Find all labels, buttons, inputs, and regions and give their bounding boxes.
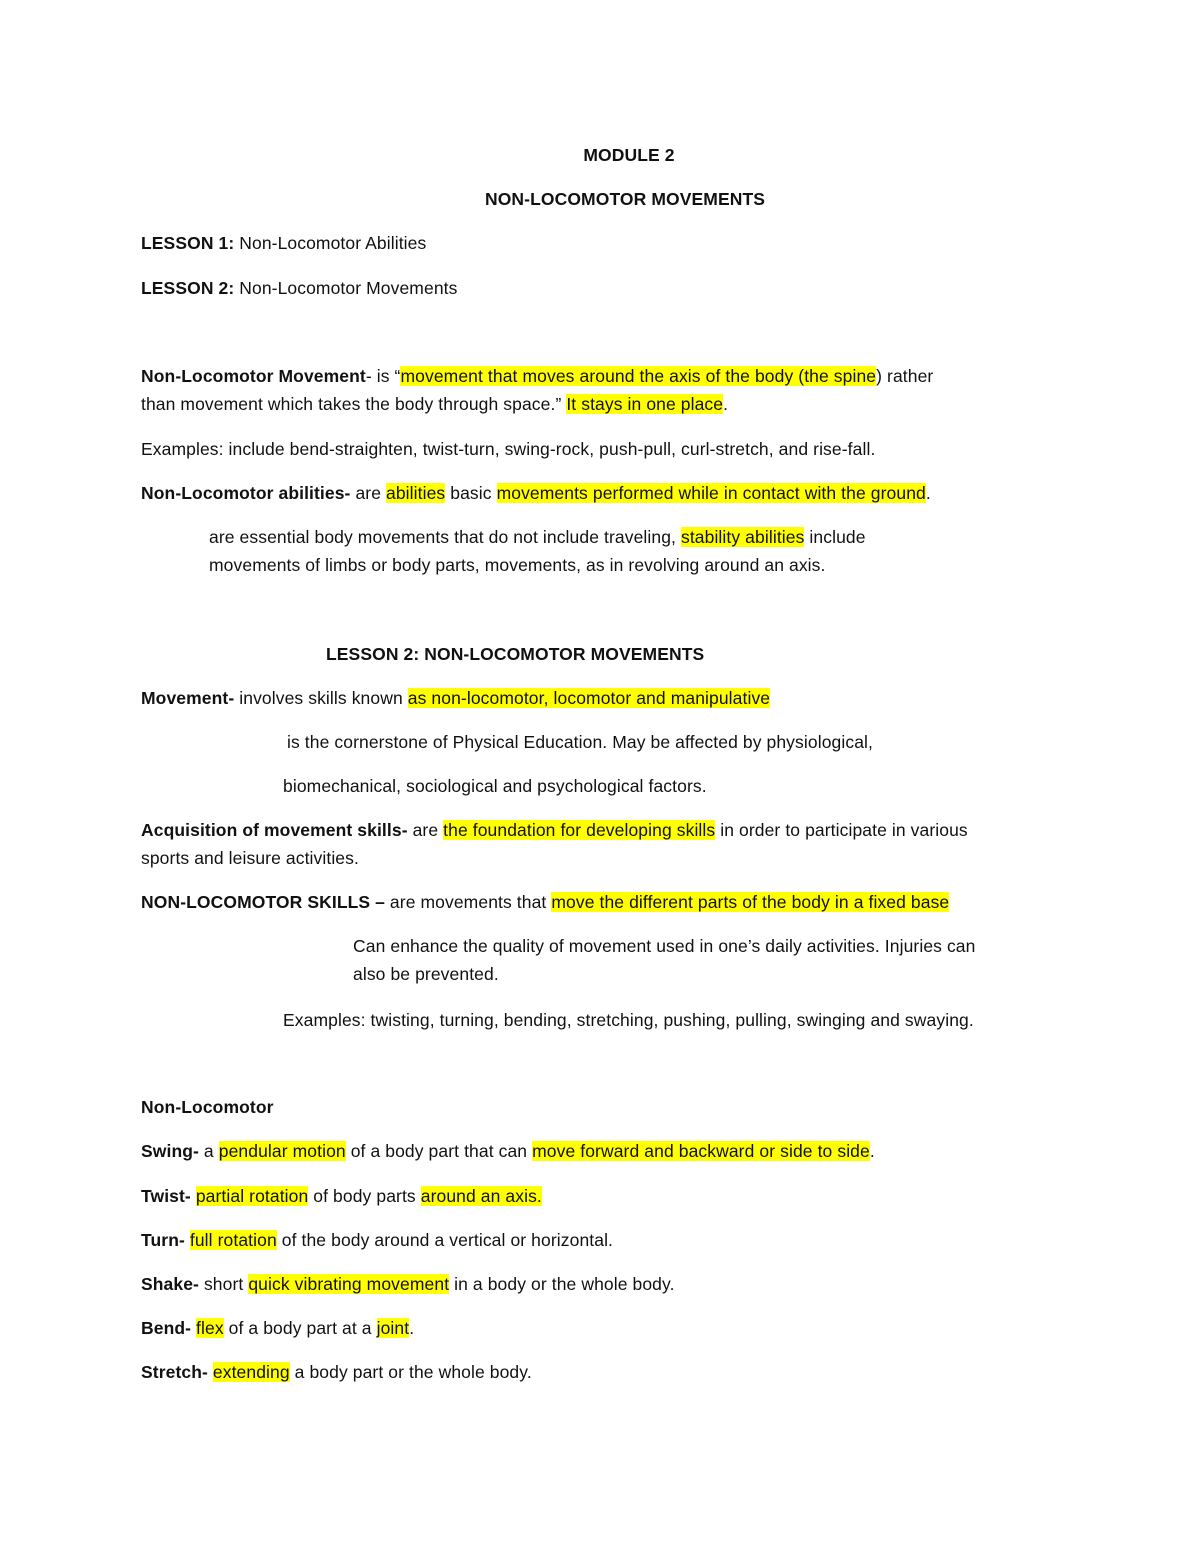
def2-continuation-line1 <box>209 523 866 551</box>
def-term: Stretch- <box>141 1362 208 1382</box>
section2-title: LESSON 2: NON-LOCOMOTOR MOVEMENTS <box>326 644 705 664</box>
examples-line: Examples: include bend-straighten, twist-turn, swing-rock, push-pull, curl-stretch, and rise-fall. <box>141 439 876 459</box>
def-shake <box>141 1270 675 1298</box>
def-text: are <box>350 483 387 503</box>
def-term: Non-Locomotor Movement <box>141 366 366 386</box>
def-term: Swing- <box>141 1141 199 1161</box>
def-nonlocomotor-movement-line2 <box>141 390 728 418</box>
highlight: movements performed while in contact with the ground <box>496 483 926 503</box>
def-term: Shake- <box>141 1274 199 1294</box>
highlight: move forward and backward or side to side <box>532 1141 870 1161</box>
def-text: . <box>723 394 729 414</box>
acquisition-line2: sports and leisure activities. <box>141 848 359 868</box>
def-text: a <box>198 1141 219 1161</box>
highlight: pendular motion <box>218 1141 346 1161</box>
def-term: Non-Locomotor abilities- <box>141 483 351 503</box>
skills-line2: Can enhance the quality of movement used in one’s daily activities. Injuries can <box>353 936 976 956</box>
def-term: Turn- <box>141 1230 185 1250</box>
lesson-2-line <box>141 274 457 302</box>
def-term: Bend- <box>141 1318 192 1338</box>
lesson-1-label: LESSON 1: <box>141 233 235 253</box>
def-text: ) rather <box>876 366 934 386</box>
def-term: Movement- <box>141 688 235 708</box>
def-term: Twist- <box>141 1186 191 1206</box>
def-turn <box>141 1226 613 1254</box>
def-text: . <box>925 483 931 503</box>
highlight: quick vibrating movement <box>248 1274 450 1294</box>
movement-line2: is the cornerstone of Physical Education. May be affected by physiological, <box>287 732 873 752</box>
highlight: partial rotation <box>195 1186 309 1206</box>
def-text: are movements that <box>384 892 552 912</box>
highlight: extending <box>212 1362 290 1382</box>
highlight: abilities <box>386 483 446 503</box>
def-acquisition <box>141 816 968 844</box>
highlight: move the different parts of the body in a fixed base <box>551 892 950 912</box>
lesson-2-label: LESSON 2: <box>141 278 235 298</box>
def-bend <box>141 1314 414 1342</box>
def-nonlocomotor-skills <box>141 888 949 916</box>
skills-line3: also be prevented. <box>353 964 499 984</box>
lesson-1-text: Non-Locomotor Abilities <box>234 233 427 253</box>
def-text: - is “ <box>365 366 401 386</box>
section3-heading: Non-Locomotor <box>141 1097 274 1117</box>
def-stretch <box>141 1358 532 1386</box>
def-text: in a body or the whole body. <box>449 1274 675 1294</box>
module-title: MODULE 2 <box>583 145 675 165</box>
highlight: It stays in one place <box>566 394 724 414</box>
def-twist <box>141 1182 542 1210</box>
highlight: stability abilities <box>680 527 805 547</box>
highlight: movement that moves around the axis of the body (the spine <box>400 366 877 386</box>
highlight: full rotation <box>189 1230 277 1250</box>
highlight: joint <box>376 1318 410 1338</box>
module-subtitle: NON-LOCOMOTOR MOVEMENTS <box>484 189 766 209</box>
highlight: around an axis. <box>420 1186 542 1206</box>
def2-continuation-line2: movements of limbs or body parts, movements, as in revolving around an axis. <box>209 555 826 575</box>
def-text: of a body part that can <box>345 1141 533 1161</box>
def-swing <box>141 1137 875 1165</box>
lesson-2-text: Non-Locomotor Movements <box>234 278 458 298</box>
def-text: of a body part at a <box>223 1318 377 1338</box>
lesson-1-line <box>141 229 426 257</box>
highlight: as non-locomotor, locomotor and manipulative <box>407 688 771 708</box>
def-text: . <box>869 1141 875 1161</box>
def-text: than movement which takes the body through space.” <box>141 394 567 414</box>
def-text: involves skills known <box>234 688 408 708</box>
def-text: a body part or the whole body. <box>289 1362 532 1382</box>
skills-examples: Examples: twisting, turning, bending, stretching, pushing, pulling, swinging and swaying. <box>283 1010 974 1030</box>
def-text: in order to participate in various <box>715 820 968 840</box>
highlight: flex <box>196 1318 224 1338</box>
def-term: NON-LOCOMOTOR SKILLS – <box>141 892 385 912</box>
movement-line3: biomechanical, sociological and psychological factors. <box>283 776 707 796</box>
def-text: basic <box>445 483 497 503</box>
def-nonlocomotor-abilities <box>141 479 931 507</box>
def-text: include <box>804 527 866 547</box>
highlight: the foundation for developing skills <box>443 820 716 840</box>
def-text: short <box>199 1274 249 1294</box>
def-text: of the body around a vertical or horizontal. <box>276 1230 614 1250</box>
def-text: of body parts <box>308 1186 421 1206</box>
def-movement <box>141 684 770 712</box>
def-text: . <box>409 1318 415 1338</box>
def-nonlocomotor-movement-line1 <box>141 362 933 390</box>
def-term: Acquisition of movement skills- <box>141 820 408 840</box>
def-text: are <box>407 820 444 840</box>
def-text: are essential body movements that do not include traveling, <box>209 527 681 547</box>
